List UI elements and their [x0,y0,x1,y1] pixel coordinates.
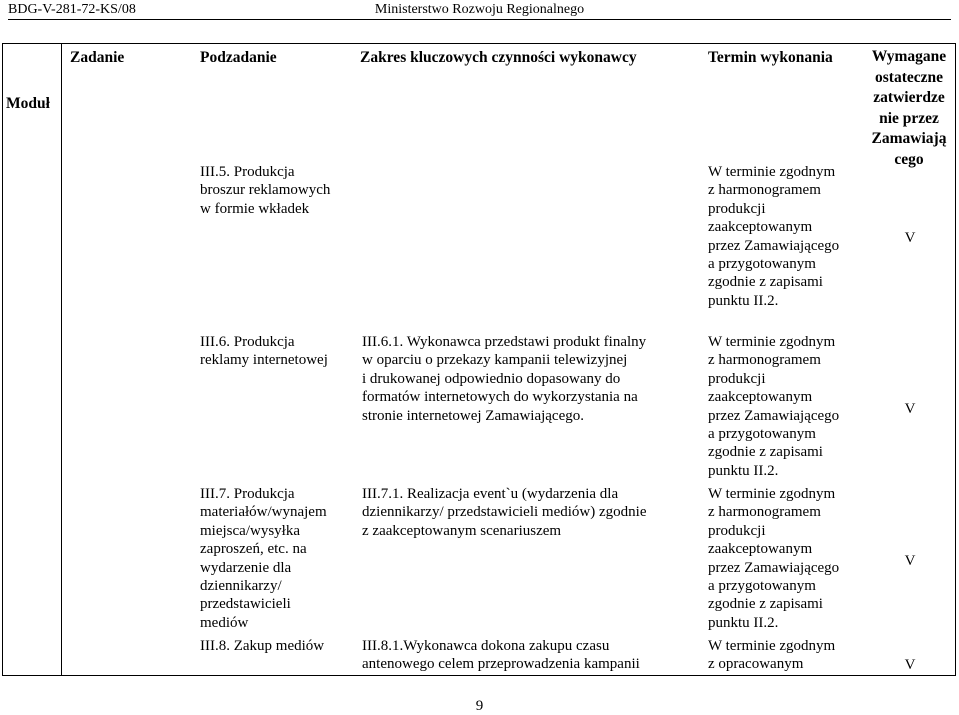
column-header-modul: Moduł [6,95,50,112]
row-1-termin: W terminie zgodnym z harmonogramem produkcji zaakceptowanym przez Zamawiającego a przygotowanym zgodnie z zapisami punktu II.2. [708,164,840,309]
page-number: 9 [475,698,484,714]
column-header-zakres: Zakres kluczowych czynności wykonawcy [360,49,637,66]
row-4-termin: W terminie zgodnym z opracowanym [708,638,836,673]
row-3-approval-mark: V [904,553,916,569]
header-rule [8,19,951,20]
column-header-zadanie: Zadanie [70,49,125,66]
column-header-termin: Termin wykonania [708,49,833,66]
column-header-wymagane: Wymagane ostateczne zatwierdze nie przez Zamawiają cego [871,48,947,168]
table-border-bottom [2,675,956,676]
row-1-podzadanie: III.5. Produkcja broszur reklamowych w formie wkładek [200,164,331,217]
row-3-zakres: III.7.1. Realizacja event`u (wydarzenia dla dziennikarzy/ przedstawicieli mediów) zgodnie z zaakceptowanym scenariuszem [362,486,647,539]
table-border-right [955,43,956,676]
column-header-podzadanie: Podzadanie [200,49,277,66]
row-3-termin: W terminie zgodnym z harmonogramem produkcji zaakceptowanym przez Zamawiającego a przygotowanym zgodnie z zapisami punktu II.2. [708,486,840,631]
ministry-name: Ministerstwo Rozwoju Regionalnego [374,2,585,17]
row-4-approval-mark: V [904,657,916,673]
row-1-approval-mark: V [904,230,916,246]
document-id: BDG-V-281-72-KS/08 [8,2,136,17]
column-divider [61,43,62,676]
row-2-podzadanie: III.6. Produkcja reklamy internetowej [200,334,328,369]
table-border-top [2,43,956,44]
row-4-podzadanie: III.8. Zakup mediów [200,638,325,654]
row-2-zakres: III.6.1. Wykonawca przedstawi produkt finalny w oparciu o przekazy kampanii telewizyjnej i drukowanej odpowiednio dopasowany do formatów internetowych do wykorzystania na stronie internetowej Zamawiającego. [362,334,647,424]
row-3-podzadanie: III.7. Produkcja materiałów/wynajem miejsca/wysyłka zaproszeń, etc. na wydarzenie dla dziennikarzy/ przedstawicieli mediów [200,486,327,631]
row-4-zakres: III.8.1.Wykonawca dokona zakupu czasu antenowego celem przeprowadzenia kampanii [362,638,640,673]
page-header [0,0,959,19]
row-2-approval-mark: V [904,401,916,417]
table-border-left [2,43,3,676]
row-2-termin: W terminie zgodnym z harmonogramem produkcji zaakceptowanym przez Zamawiającego a przygotowanym zgodnie z zapisami punktu II.2. [708,334,840,479]
tasks-table [2,43,956,675]
